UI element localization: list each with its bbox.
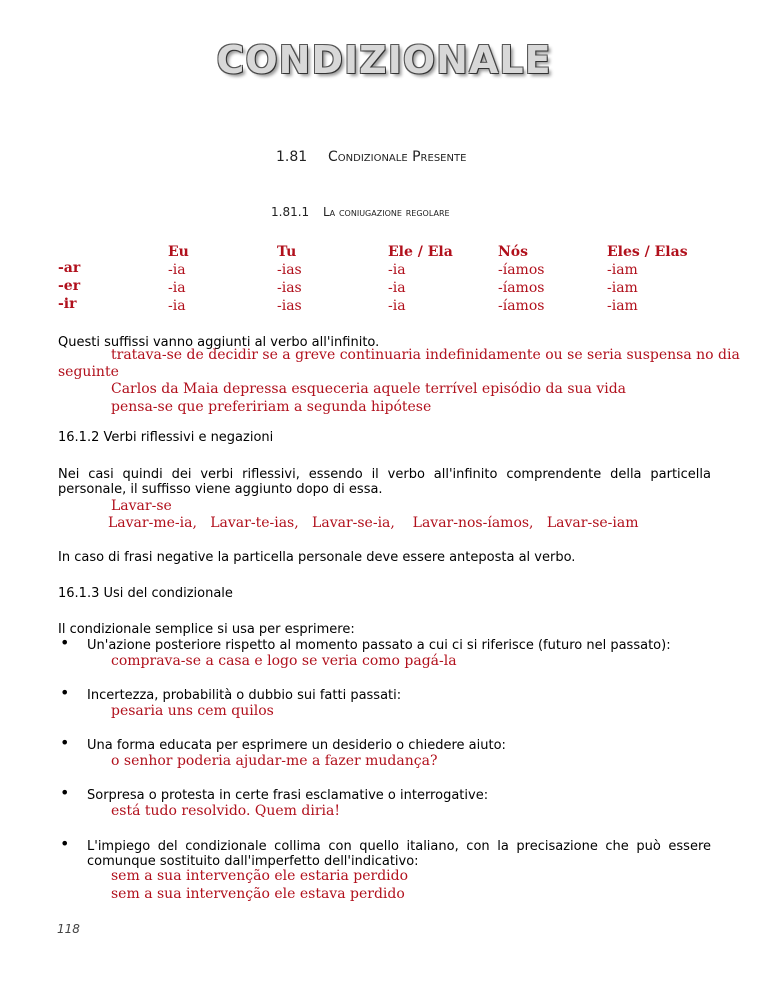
table-cell: -iam xyxy=(607,280,638,296)
negative-text: In caso di frasi negative la particella personale deve essere anteposta al verbo. xyxy=(58,550,576,565)
ending-er: -er xyxy=(58,278,81,294)
bullet-icon: • xyxy=(60,683,70,702)
column-tu xyxy=(277,243,302,315)
use-item-text: Sorpresa o protesta in certe frasi esclamative o interrogative: xyxy=(87,788,489,803)
ending-ar: -ar xyxy=(58,260,81,276)
reflexive-paragraph-line2: personale, il suffisso viene aggiunto dopo di essa. xyxy=(58,482,383,497)
use-item-example: está tudo resolvido. Quem diria! xyxy=(111,803,340,819)
reflexive-paragraph-line1: Nei casi quindi dei verbi riflessivi, essendo il verbo all'infinito comprendente della particella xyxy=(58,467,711,482)
column-eles xyxy=(607,243,688,315)
subsection-heading xyxy=(271,205,450,219)
section-heading xyxy=(276,149,466,165)
bullet-icon: • xyxy=(60,733,70,752)
bullet-icon: • xyxy=(60,633,70,652)
column-eu xyxy=(168,243,189,315)
use-item-text: Una forma educata per esprimere un desiderio o chiedere aiuto: xyxy=(87,738,506,753)
table-cell: -ia xyxy=(168,298,186,314)
table-cell: -ias xyxy=(277,298,302,314)
page-title: CONDIZIONALE xyxy=(216,38,552,82)
bullet-icon: • xyxy=(60,834,70,853)
column-header: Eles / Elas xyxy=(607,244,688,260)
page-number: 118 xyxy=(57,922,80,936)
intro-text: Questi suffissi vanno aggiunti al verbo all'infinito. xyxy=(58,335,380,350)
use-item-example: comprava-se a casa e logo se veria como pagá-la xyxy=(111,653,457,669)
use-item-example: sem a sua intervenção ele estaria perdido xyxy=(111,868,409,884)
section-number: 1.81 xyxy=(276,149,308,165)
table-cell: -ia xyxy=(388,280,406,296)
use-item-example: sem a sua intervenção ele estava perdido xyxy=(111,886,405,902)
use-item-text-line1: L'impiego del condizionale collima con quello italiano, con la precisazione che può essere xyxy=(87,839,711,854)
table-cell: -iam xyxy=(607,298,638,314)
column-header: Ele / Ela xyxy=(388,244,453,260)
subsection-title: La coniugazione regolare xyxy=(323,205,450,219)
reflexive-form: Lavar-nos-íamos, xyxy=(412,515,534,531)
uses-heading: 16.1.3 Usi del condizionale xyxy=(58,586,233,601)
table-cell: -ia xyxy=(168,262,186,278)
section-title: Condizionale Presente xyxy=(328,149,467,165)
use-item-text-line2: comunque sostituito dall'imperfetto dell'indicativo: xyxy=(87,854,419,869)
reflexive-heading: 16.1.2 Verbi riflessivi e negazioni xyxy=(58,430,274,445)
example-line: tratava-se de decidir se a greve continuaria indefinidamente ou se seria suspensa no dia xyxy=(111,347,740,363)
table-cell: -íamos xyxy=(498,262,545,278)
reflexive-forms xyxy=(108,514,639,532)
column-header: Tu xyxy=(277,244,297,260)
reflexive-infinitive: Lavar-se xyxy=(111,498,172,514)
example-line: pensa-se que prefeririam a segunda hipótese xyxy=(111,399,432,415)
column-nos xyxy=(498,243,544,315)
ending-ir: -ir xyxy=(58,296,77,312)
reflexive-form: Lavar-te-ias, xyxy=(210,515,299,531)
use-item-example: pesaria uns cem quilos xyxy=(111,703,274,719)
table-cell: -ia xyxy=(388,262,406,278)
table-cell: -iam xyxy=(607,262,638,278)
table-cell: -íamos xyxy=(498,298,545,314)
column-header: Eu xyxy=(168,244,189,260)
use-item-example: o senhor poderia ajudar-me a fazer mudança? xyxy=(111,753,438,769)
table-cell: -ia xyxy=(168,280,186,296)
table-cell: -ias xyxy=(277,280,302,296)
table-cell: -ia xyxy=(388,298,406,314)
use-item-text: Un'azione posteriore rispetto al momento passato a cui ci si riferisce (futuro nel passato): xyxy=(87,638,671,653)
reflexive-form: Lavar-se-iam xyxy=(546,515,639,531)
reflexive-form: Lavar-me-ia, xyxy=(108,515,197,531)
table-cell: -ias xyxy=(277,262,302,278)
uses-intro: Il condizionale semplice si usa per esprimere: xyxy=(58,622,355,637)
table-cell: -íamos xyxy=(498,280,545,296)
example-line: seguinte xyxy=(58,364,119,380)
column-ele xyxy=(388,243,453,315)
endings-column xyxy=(58,259,80,313)
use-item-text: Incertezza, probabilità o dubbio sui fatti passati: xyxy=(87,688,402,703)
example-line: Carlos da Maia depressa esqueceria aquele terrível episódio da sua vida xyxy=(111,381,627,397)
subsection-number: 1.81.1 xyxy=(271,205,310,219)
column-header: Nós xyxy=(498,244,529,260)
reflexive-form: Lavar-se-ia, xyxy=(312,515,395,531)
bullet-icon: • xyxy=(60,783,70,802)
